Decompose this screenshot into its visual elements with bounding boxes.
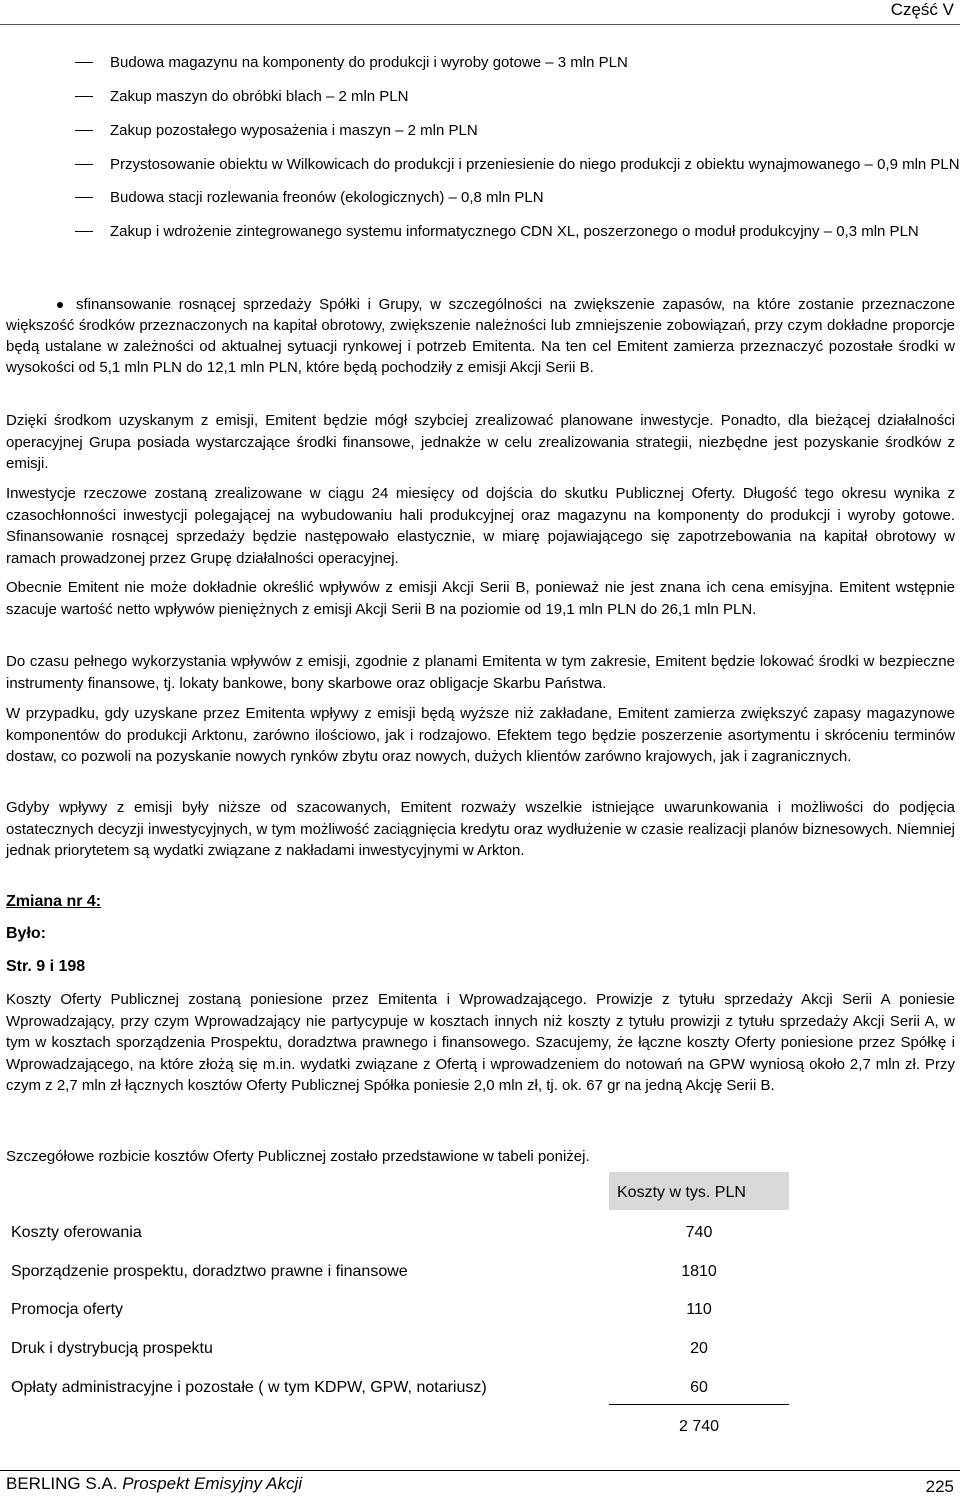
table-intro: Szczegółowe rozbicie kosztów Oferty Publicznej zostało przedstawione w tabeli poniżej. <box>6 1148 590 1165</box>
table-header: Koszty w tys. PLN <box>609 1172 789 1210</box>
paragraph: Gdyby wpływy z emisji były niższe od szacowanych, Emitent rozważy wszelkie istniejące uwarunkowania i możliwości do podjęcia ostatecznych decyzji inwestycyjnych, w tym możliwość zaciągnięcia kredytu oraz wydłużenie w czasie realizacji planów biznesowych. Niemniej jednak priorytetem są wydatki związane z nakładami inwestycyjnymi w Arkton. <box>6 799 955 859</box>
dash-icon <box>75 96 93 97</box>
bullet-icon <box>57 302 63 308</box>
table-row: Opłaty administracyjne i pozostałe ( w tym KDPW, GPW, notariusz) 60 <box>11 1379 708 1396</box>
table-total: 2 740 <box>678 1418 720 1435</box>
table-row: Druk i dystrybucją prospektu 20 <box>11 1340 708 1357</box>
dash-icon <box>75 130 93 131</box>
paragraph: Dzięki środkom uzyskanym z emisji, Emitent będzie mógł szybciej zrealizować planowane inwestycje. Ponadto, dla bieżącej działalności operacyjnej Grupa posiada wystarczające środki finansowe, jednakże w celu zrealizowania strategii, niezbędne jest pozyskanie środków z emisji. <box>6 412 955 472</box>
total-rule <box>609 1404 789 1405</box>
table-row: Sporządzenie prospektu, doradztwo prawne i finansowe 1810 <box>11 1263 717 1280</box>
table-row: Koszty oferowania 740 <box>11 1224 713 1241</box>
paragraph: Do czasu pełnego wykorzystania wpływów z emisji, zgodnie z planami Emitenta w tym zakresie, Emitent będzie lokować środki w bezpieczne instrumenty finansowe, tj. lokaty bankowe, bony skarbowe oraz obligacje Skarbu Państwa. <box>6 653 955 692</box>
footer-title: BERLING S.A. Prospekt Emisyjny Akcji <box>6 1474 303 1493</box>
list-item: Zakup maszyn do obróbki blach – 2 mln PLN <box>75 86 960 108</box>
bullet-paragraph: sfinansowanie rosnącej sprzedaży Spółki i Grupy, w szczególności na zwiększenie zapasów, na które zostanie przeznaczone większość środków przeznaczonych na kapitał obrotowy, zwiększenie należności lub zmniejszenie zobowiązań, przy czym dokładne proporcje będą ustalane w zależności od aktualnej sytuacji rynkowej i potrzeb Emitenta. Na ten cel Emitent zamierza przeznaczyć pozostałe środki w wysokości od 5,1 mln PLN do 12,1 mln PLN, które będą pochodziły z emisji Akcji Serii B. <box>6 296 955 376</box>
dash-icon <box>75 164 93 165</box>
section-header: Część V <box>890 0 954 19</box>
list-item: Budowa stacji rozlewania freonów (ekologicznych) – 0,8 mln PLN <box>75 187 960 209</box>
footer-rule <box>0 1470 960 1471</box>
list-item: Budowa magazynu na komponenty do produkcji i wyroby gotowe – 3 mln PLN <box>75 52 960 74</box>
header-rule <box>0 24 960 25</box>
page-reference: Str. 9 i 198 <box>6 958 86 975</box>
paragraph: Inwestycje rzeczowe zostaną zrealizowane w ciągu 24 miesięcy od dojścia do skutku Publicznej Oferty. Długość tego okresu wynika z czasochłonności inwestycji polegającej na wybudowaniu hali produkcyjnej oraz magazynu na komponenty do produkcji i wyroby gotowe. Sfinansowanie rosnącej sprzedaży będzie następowało elastycznie, w miarę pojawiającego się zapotrzebowania na kapitał obrotowy w ramach prowadzonej przez Grupę działalności operacyjnej. <box>6 485 955 567</box>
paragraph: W przypadku, gdy uzyskane przez Emitenta wpływy z emisji będą wyższe niż zakładane, Emitent zamierza zwiększyć zapasy magazynowe komponentów do produkcji Arktonu, zarówno ilościowo, jak i rodzajowo. Efektem tego będzie poszerzenie asortymentu i skróceniu terminów dostaw, co pozwoli na pozyskanie nowych rynków zbytu oraz nowych, dużych klientów zarówno krajowych, jak i zagranicznych. <box>6 705 955 765</box>
dash-icon <box>75 62 93 63</box>
was-label: Było: <box>6 925 46 942</box>
page-number: 225 <box>925 1477 954 1496</box>
paragraph: Obecnie Emitent nie może dokładnie określić wpływów z emisji Akcji Serii B, ponieważ nie jest znana ich cena emisyjna. Emitent wstępnie szacuje wartość netto wpływów pieniężnych z emisji Akcji Serii B na poziomie od 19,1 mln PLN do 26,1 mln PLN. <box>6 579 955 618</box>
dash-icon <box>75 197 93 198</box>
list-item: Przystosowanie obiektu w Wilkowicach do produkcji i przeniesienie do niego produkcji z obiektu wynajmowanego – 0,9 mln PLN <box>75 154 960 176</box>
costs-paragraph: Koszty Oferty Publicznej zostaną poniesione przez Emitenta i Wprowadzającego. Prowizje z tytułu sprzedaży Akcji Serii A poniesie Wprowadzający, przy czym Wprowadzający nie partycypuje w kosztach innych niż koszty z tytułu prowizji z tytułu sprzedaży Akcji Serii A, w tym w kosztach sporządzenia Prospektu, doradztwa prawnego i finansowego. Szacujemy, że łączne koszty Oferty poniesione przez Spółkę i Wprowadzającego, na które złożą się m.in. wydatki związane z Ofertą i wprowadzeniem do notowań na GPW wyniosą około 2,7 mln zł. Przy czym z 2,7 mln zł łącznych kosztów Oferty Publicznej Spółka poniesie 2,0 mln zł, tj. ok. 67 gr na jedną Akcję Serii B. <box>6 991 955 1094</box>
dash-icon <box>75 231 93 232</box>
list-item: Zakup i wdrożenie zintegrowanego systemu informatycznego CDN XL, poszerzonego o moduł produkcyjny – 0,3 mln PLN <box>75 221 960 243</box>
table-row: Promocja oferty 110 <box>11 1301 712 1318</box>
list-item: Zakup pozostałego wyposażenia i maszyn – 2 mln PLN <box>75 120 960 142</box>
change-heading: Zmiana nr 4: <box>6 893 102 910</box>
dash-list <box>75 52 960 254</box>
